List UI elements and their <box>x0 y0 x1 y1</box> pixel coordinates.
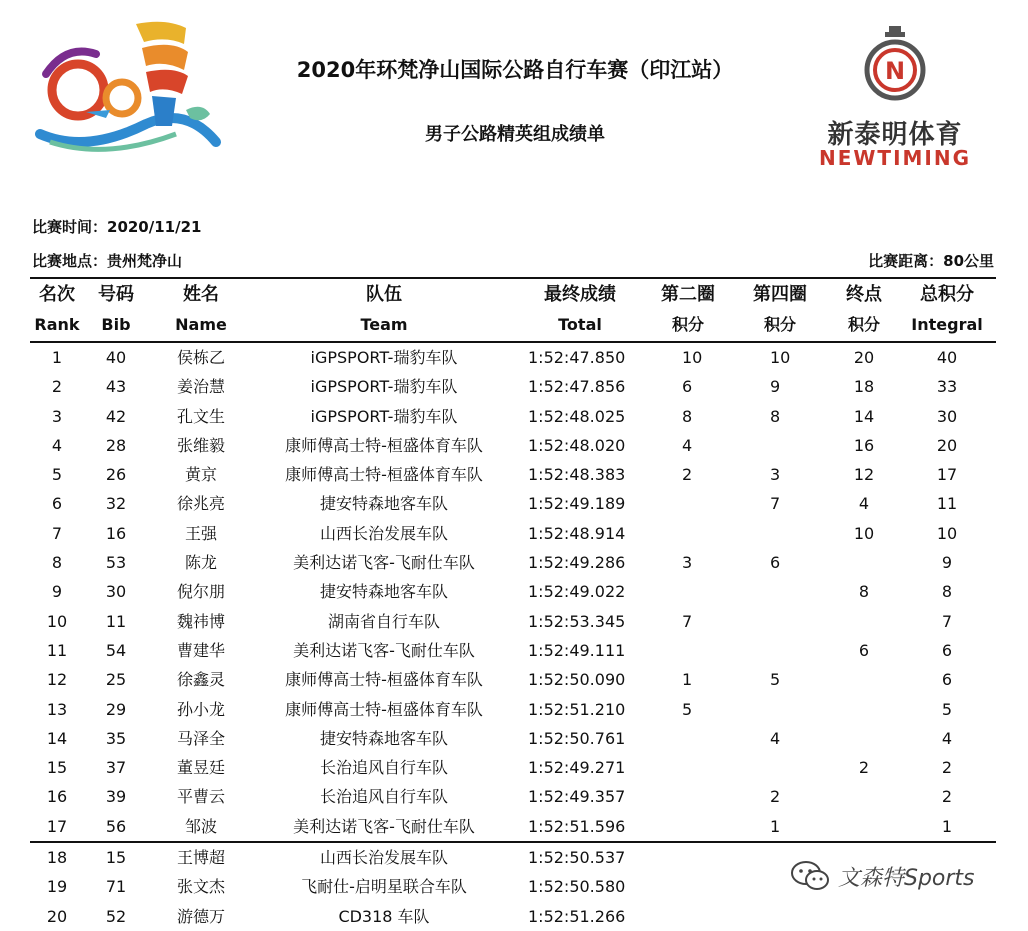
cell-integral: 2 <box>941 758 953 778</box>
cell-lap2 <box>646 753 730 782</box>
cell-team: 湖南省自行车队 <box>327 611 440 631</box>
cell-total: 1:52:51.266 <box>528 906 626 926</box>
cell-integral: 17 <box>936 465 958 485</box>
cell-bib: 35 <box>105 728 127 748</box>
table-row <box>30 577 996 606</box>
page-subtitle: 男子公路精英组成绩单 <box>425 124 605 145</box>
cell-finish: 18 <box>853 377 875 397</box>
cell-lap2 <box>646 489 730 518</box>
cell-name: 孙小龙 <box>176 699 225 719</box>
cell-integral: 1 <box>941 816 953 836</box>
cell-bib: 25 <box>105 670 127 690</box>
cell-finish <box>830 812 898 841</box>
cell-finish: 12 <box>853 465 875 485</box>
cell-rank: 18 <box>46 848 68 868</box>
cell-finish: 6 <box>858 640 870 660</box>
cell-name: 魏祎博 <box>176 611 225 631</box>
cell-integral <box>898 902 996 931</box>
cell-total: 1:52:49.286 <box>528 553 626 573</box>
cell-bib: 16 <box>105 523 127 543</box>
cell-bib: 56 <box>105 816 127 836</box>
cell-rank: 19 <box>46 877 68 897</box>
cell-lap4: 9 <box>770 377 781 397</box>
cell-name: 倪尔朋 <box>176 582 225 602</box>
table-row <box>30 489 996 518</box>
cell-integral: 5 <box>941 699 953 719</box>
cell-team: 山西长治发展车队 <box>319 848 448 868</box>
watermark-text: 文森特Sports <box>838 865 975 891</box>
cell-finish <box>830 548 898 577</box>
cell-bib: 54 <box>105 640 127 660</box>
cell-finish: 16 <box>853 435 875 455</box>
cell-bib: 32 <box>105 494 127 514</box>
cell-total: 1:52:47.850 <box>528 348 626 367</box>
cell-rank: 11 <box>46 640 68 660</box>
table-row <box>30 902 996 931</box>
table-row <box>30 812 996 843</box>
cell-finish <box>830 902 898 931</box>
cell-finish <box>830 782 898 811</box>
cell-finish: 2 <box>858 758 870 778</box>
cell-rank: 12 <box>46 670 68 690</box>
cell-integral: 10 <box>936 523 958 543</box>
sponsor-logo <box>800 26 990 176</box>
cell-integral: 20 <box>936 435 958 455</box>
cell-rank: 16 <box>46 787 68 807</box>
wechat-icon <box>790 860 830 892</box>
cell-total: 1:52:49.271 <box>528 758 626 778</box>
table-row <box>30 782 996 811</box>
cell-lap2 <box>646 902 730 931</box>
cell-total: 1:52:49.189 <box>528 494 626 514</box>
cell-bib: 26 <box>105 465 127 485</box>
cell-team: 飞耐仕-启明星联合车队 <box>301 877 467 897</box>
cell-rank: 20 <box>46 906 68 926</box>
cell-bib: 43 <box>105 377 127 397</box>
cell-rank: 7 <box>51 523 63 543</box>
cell-team: iGPSPORT-瑞豹车队 <box>310 348 458 367</box>
cell-finish: 8 <box>858 582 870 602</box>
cell-lap2 <box>646 812 730 841</box>
cell-lap2: 4 <box>682 435 693 455</box>
cell-team: 长治追风自行车队 <box>319 787 448 807</box>
cell-total: 1:52:51.596 <box>528 816 626 836</box>
cell-rank: 10 <box>46 611 68 631</box>
cell-total: 1:52:48.914 <box>528 523 626 543</box>
cell-lap2: 2 <box>682 465 693 485</box>
cell-lap2 <box>646 724 730 753</box>
cell-integral: 6 <box>941 640 953 660</box>
cell-lap2: 8 <box>682 406 693 426</box>
cell-bib: 53 <box>105 553 127 573</box>
cell-lap4 <box>730 519 830 548</box>
cell-name: 马泽全 <box>176 728 225 748</box>
race-distance: 比赛距离：80公里 <box>868 252 994 270</box>
cell-team: 捷安特森地客车队 <box>319 494 448 514</box>
cell-name: 游德万 <box>176 906 225 926</box>
col-name: 姓名 Name <box>175 284 227 334</box>
col-integral: 总积分 Integral <box>911 284 983 334</box>
page-title: 2020年环梵净山国际公路自行车赛（印江站） <box>296 58 734 82</box>
cell-rank: 3 <box>51 406 63 426</box>
table-row <box>30 695 996 724</box>
cell-total: 1:52:49.111 <box>528 640 626 660</box>
cell-rank: 15 <box>46 758 68 778</box>
race-location: 比赛地点：贵州梵净山 <box>32 252 183 270</box>
cell-name: 王强 <box>184 523 217 543</box>
cell-lap4 <box>730 753 830 782</box>
cell-bib: 11 <box>105 611 127 631</box>
cell-integral: 6 <box>941 670 953 690</box>
cell-bib: 30 <box>105 582 127 602</box>
watermark <box>790 860 975 892</box>
cell-lap2 <box>646 782 730 811</box>
cell-lap2 <box>646 519 730 548</box>
cell-lap2: 5 <box>682 699 693 719</box>
cell-lap2: 10 <box>682 348 703 367</box>
cell-integral: 8 <box>941 582 953 602</box>
cell-rank: 5 <box>51 465 63 485</box>
cell-bib: 40 <box>105 348 127 367</box>
cell-finish: 4 <box>858 494 870 514</box>
cell-team: iGPSPORT-瑞豹车队 <box>310 406 458 426</box>
cell-team: CD318 车队 <box>338 906 430 926</box>
cell-lap4: 4 <box>770 728 781 748</box>
cell-lap4: 7 <box>770 494 781 514</box>
table-header <box>30 277 996 343</box>
cell-rank: 14 <box>46 728 68 748</box>
cell-total: 1:52:48.020 <box>528 435 626 455</box>
cell-bib: 29 <box>105 699 127 719</box>
cell-name: 陈龙 <box>184 553 217 573</box>
cell-team: 康师傅高士特-桓盛体育车队 <box>285 435 483 455</box>
cell-lap4: 8 <box>770 406 781 426</box>
cell-lap2 <box>646 577 730 606</box>
table-row <box>30 402 996 431</box>
cell-team: 美利达诺飞客-飞耐仕车队 <box>293 553 475 573</box>
cell-integral: 2 <box>941 787 953 807</box>
cell-name: 董昱廷 <box>176 758 225 778</box>
sponsor-mark: N <box>884 57 906 85</box>
results-table <box>30 277 996 931</box>
cell-team: 捷安特森地客车队 <box>319 582 448 602</box>
cell-total: 1:52:50.580 <box>528 877 626 897</box>
cell-total: 1:52:53.345 <box>528 611 626 631</box>
cell-team: 美利达诺飞客-飞耐仕车队 <box>293 816 475 836</box>
cell-finish: 10 <box>853 523 875 543</box>
table-row <box>30 607 996 636</box>
cell-bib: 37 <box>105 758 127 778</box>
table-row <box>30 724 996 753</box>
table-row <box>30 343 996 372</box>
cell-name: 侯栋乙 <box>176 348 225 367</box>
table-row <box>30 460 996 489</box>
cell-integral: 40 <box>936 348 958 367</box>
cell-finish: 14 <box>853 406 875 426</box>
cell-rank: 13 <box>46 699 68 719</box>
cell-lap2 <box>646 636 730 665</box>
cell-team: 康师傅高士特-桓盛体育车队 <box>285 670 483 690</box>
cell-bib: 15 <box>105 848 127 868</box>
col-lap4-points: 第四圈 积分 <box>753 284 807 334</box>
cell-name: 王博超 <box>176 848 225 868</box>
cell-lap4: 10 <box>770 348 791 367</box>
cell-lap4: 5 <box>770 670 781 690</box>
cell-lap2 <box>646 872 730 901</box>
cell-lap4 <box>730 902 830 931</box>
cell-integral: 7 <box>941 611 953 631</box>
cell-team: 康师傅高士特-桓盛体育车队 <box>285 699 483 719</box>
cell-lap4 <box>730 577 830 606</box>
cell-lap2 <box>646 843 730 872</box>
cell-integral: 30 <box>936 406 958 426</box>
cell-total: 1:52:48.383 <box>528 465 626 485</box>
cell-team: 捷安特森地客车队 <box>319 728 448 748</box>
cell-total: 1:52:47.856 <box>528 377 626 397</box>
cell-lap4: 2 <box>770 787 781 807</box>
cell-rank: 8 <box>51 553 63 573</box>
cell-team: 山西长治发展车队 <box>319 523 448 543</box>
cell-name: 徐鑫灵 <box>176 670 225 690</box>
cell-lap4: 6 <box>770 553 781 573</box>
cell-finish <box>830 724 898 753</box>
cell-total: 1:52:50.537 <box>528 848 626 868</box>
sponsor-name-en: NEWTIMING <box>818 146 972 170</box>
col-total: 最终成绩 Total <box>544 284 616 334</box>
cell-total: 1:52:48.025 <box>528 406 626 426</box>
col-rank: 名次 Rank <box>34 284 80 334</box>
table-row <box>30 431 996 460</box>
cell-rank: 9 <box>51 582 63 602</box>
cell-bib: 42 <box>105 406 127 426</box>
col-team: 队伍 Team <box>360 284 408 334</box>
cell-finish: 20 <box>853 348 875 367</box>
cell-integral: 4 <box>941 728 953 748</box>
stopwatch-icon <box>863 26 927 104</box>
cell-name: 姜治慧 <box>176 377 225 397</box>
cell-name: 黄京 <box>184 465 217 485</box>
cell-team: 康师傅高士特-桓盛体育车队 <box>285 465 483 485</box>
cell-integral: 11 <box>936 494 958 514</box>
cell-lap2: 3 <box>682 553 693 573</box>
cell-integral: 9 <box>941 553 953 573</box>
table-row <box>30 519 996 548</box>
col-finish-points: 终点 积分 <box>846 284 882 334</box>
cell-rank: 6 <box>51 494 63 514</box>
cell-integral: 33 <box>936 377 958 397</box>
cell-team: 美利达诺飞客-飞耐仕车队 <box>293 640 475 660</box>
cell-lap2: 1 <box>682 670 693 690</box>
event-logo <box>26 14 226 160</box>
table-row <box>30 753 996 782</box>
cell-total: 1:52:50.761 <box>528 728 626 748</box>
table-row <box>30 372 996 401</box>
col-bib: 号码 Bib <box>98 284 134 334</box>
cell-name: 张维毅 <box>176 435 225 455</box>
cell-total: 1:52:49.357 <box>528 787 626 807</box>
cell-bib: 39 <box>105 787 127 807</box>
cell-lap4 <box>730 695 830 724</box>
cell-lap4: 1 <box>770 816 781 836</box>
race-date: 比赛时间：2020/11/21 <box>32 218 202 236</box>
cell-rank: 4 <box>51 435 63 455</box>
table-row <box>30 636 996 665</box>
col-lap2-points: 第二圈 积分 <box>661 284 715 334</box>
cell-rank: 1 <box>51 348 63 367</box>
cell-total: 1:52:50.090 <box>528 670 626 690</box>
cell-lap2: 6 <box>682 377 693 397</box>
cell-lap2: 7 <box>682 611 693 631</box>
cell-name: 平曹云 <box>176 787 225 807</box>
table-row <box>30 665 996 694</box>
cell-name: 曹建华 <box>176 640 225 660</box>
cell-team: 长治追风自行车队 <box>319 758 448 778</box>
table-body <box>30 343 996 931</box>
cell-team: iGPSPORT-瑞豹车队 <box>310 377 458 397</box>
cell-lap4: 3 <box>770 465 781 485</box>
cell-finish <box>830 695 898 724</box>
cell-total: 1:52:51.210 <box>528 699 626 719</box>
cell-name: 孔文生 <box>176 406 225 426</box>
cell-rank: 2 <box>51 377 63 397</box>
cell-bib: 28 <box>105 435 127 455</box>
cell-total: 1:52:49.022 <box>528 582 626 602</box>
cell-name: 邹波 <box>184 816 217 836</box>
cell-bib: 52 <box>105 906 127 926</box>
cell-rank: 17 <box>46 816 68 836</box>
cell-finish <box>830 665 898 694</box>
cell-name: 张文杰 <box>176 877 225 897</box>
sponsor-name-cn: 新泰明体育 <box>827 120 963 150</box>
cell-lap4 <box>730 607 830 636</box>
table-row <box>30 548 996 577</box>
cell-finish <box>830 607 898 636</box>
cell-name: 徐兆亮 <box>176 494 225 514</box>
cell-lap4 <box>730 431 830 460</box>
cell-lap4 <box>730 636 830 665</box>
cell-bib: 71 <box>105 877 127 897</box>
